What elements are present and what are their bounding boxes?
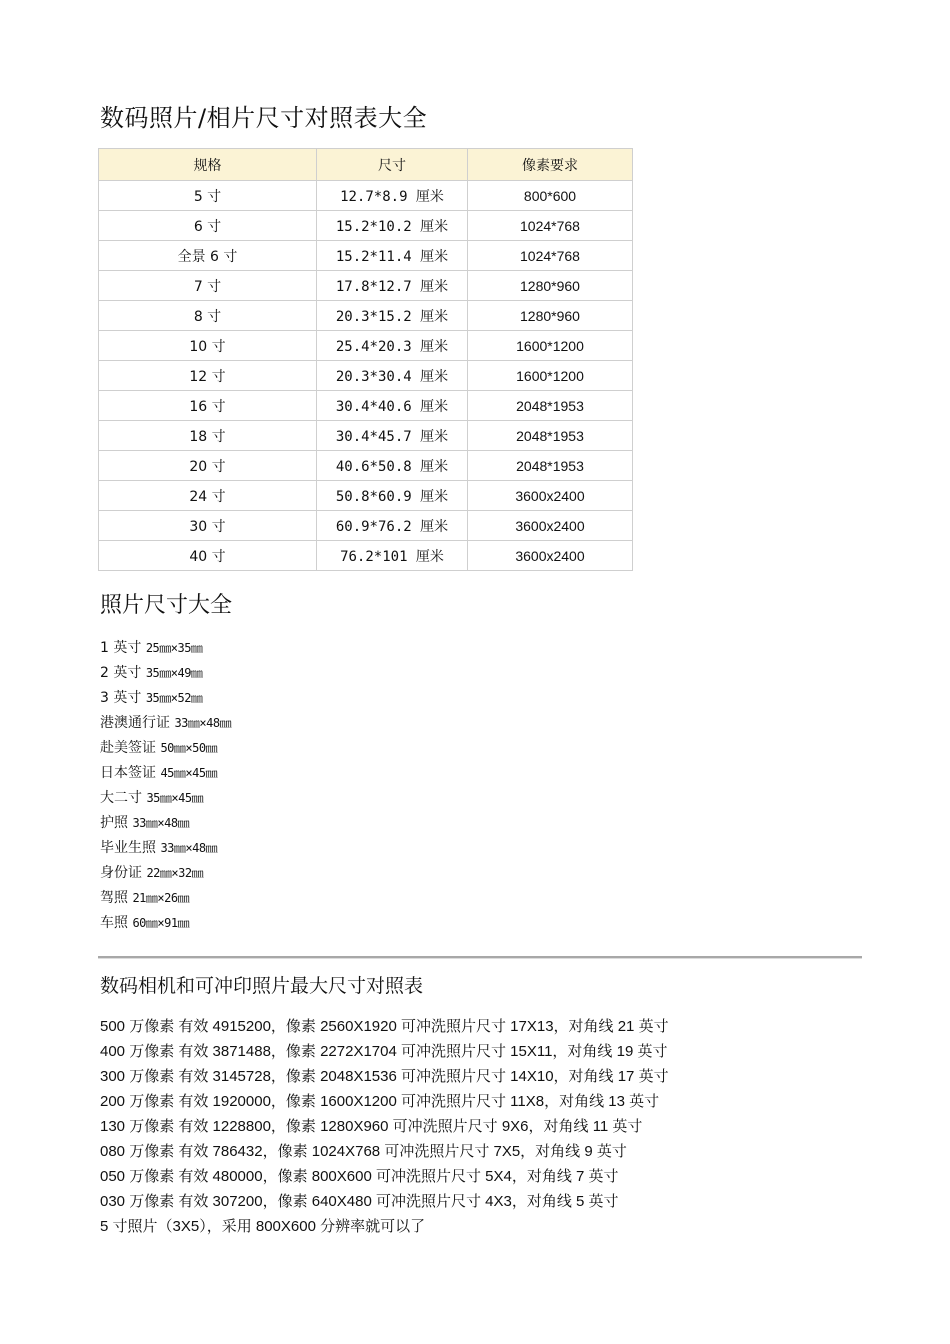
list-item [100,686,231,711]
list-item [100,886,231,911]
table-row [99,391,633,421]
table-row [99,541,633,571]
list-item: 300 万像素 有效 3145728，像素 2048X1536 可冲洗照片尺寸 14X10，对角线 17 英寸 [100,1068,669,1085]
list-item [100,811,231,836]
cell-pixels: 3600x2400 [468,481,633,511]
table-row [99,511,633,541]
list-item: 200 万像素 有效 1920000，像素 1600X1200 可冲洗照片尺寸 11X8，对角线 13 英寸 [100,1093,660,1110]
cell-pixels: 1600*1200 [468,361,633,391]
photo-type-name: 赴美签证 [100,740,156,756]
cell-size: 30.4*40.6 厘米 [317,391,468,421]
photo-type-name: 日本签证 [100,765,156,781]
cell-spec: 16 寸 [99,391,317,421]
section-title-photo-sizes: 照片尺寸大全 [100,593,233,618]
table-row [99,211,633,241]
photo-dimension: 35㎜×49㎜ [145,666,203,680]
section-title-camera: 数码相机和可冲印照片最大尺寸对照表 [100,975,424,997]
photo-dimension: 50㎜×50㎜ [160,741,218,755]
photo-dimension: 33㎜×48㎜ [132,816,190,830]
column-header-size: 尺寸 [317,149,468,181]
list-item [100,786,231,811]
cell-pixels: 1600*1200 [468,331,633,361]
list-item: 130 万像素 有效 1228800，像素 1280X960 可冲洗照片尺寸 9X6，对角线 11 英寸 [100,1118,643,1135]
list-item: 5 寸照片（3X5），采用 800X600 分辨率就可以了 [100,1218,426,1235]
photo-dimension: 21㎜×26㎜ [132,891,190,905]
cell-spec: 20 寸 [99,451,317,481]
table-row [99,421,633,451]
list-item [100,761,231,786]
photo-dimension: 45㎜×45㎜ [160,766,218,780]
cell-size: 20.3*30.4 厘米 [317,361,468,391]
cell-size: 76.2*101 厘米 [317,541,468,571]
cell-pixels: 3600x2400 [468,511,633,541]
cell-spec: 全景 6 寸 [99,241,317,271]
photo-type-name: 港澳通行证 [100,715,170,731]
cell-spec: 8 寸 [99,301,317,331]
cell-spec: 12 寸 [99,361,317,391]
list-item [100,736,231,761]
cell-pixels: 1280*960 [468,301,633,331]
cell-size: 15.2*11.4 厘米 [317,241,468,271]
table-header-row [99,149,633,181]
photo-dimension: 25㎜×35㎜ [145,641,203,655]
cell-pixels: 2048*1953 [468,451,633,481]
photo-size-list [100,636,231,936]
list-item: 050 万像素 有效 480000，像素 800X600 可冲洗照片尺寸 5X4，对角线 7 英寸 [100,1168,619,1185]
cell-spec: 24 寸 [99,481,317,511]
cell-pixels: 800*600 [468,181,633,211]
photo-type-name: 大二寸 [100,790,142,806]
list-item [100,711,231,736]
photo-type-name: 驾照 [100,890,128,906]
list-item [100,636,231,661]
photo-type-name: 1 英寸 [100,640,142,656]
photo-type-name: 3 英寸 [100,690,142,706]
table-row [99,301,633,331]
photo-type-name: 2 英寸 [100,665,142,681]
cell-size: 25.4*20.3 厘米 [317,331,468,361]
cell-size: 50.8*60.9 厘米 [317,481,468,511]
photo-dimension: 33㎜×48㎜ [160,841,218,855]
cell-pixels: 2048*1953 [468,391,633,421]
list-item [100,861,231,886]
photo-dimension: 35㎜×52㎜ [145,691,203,705]
cell-spec: 18 寸 [99,421,317,451]
list-item: 400 万像素 有效 3871488，像素 2272X1704 可冲洗照片尺寸 15X11，对角线 19 英寸 [100,1043,668,1060]
cell-size: 40.6*50.8 厘米 [317,451,468,481]
cell-spec: 30 寸 [99,511,317,541]
page-title: 数码照片/相片尺寸对照表大全 [100,104,428,132]
list-item [100,911,231,936]
cell-pixels: 1024*768 [468,241,633,271]
photo-type-name: 身份证 [100,865,142,881]
cell-pixels: 1280*960 [468,271,633,301]
photo-dimension: 33㎜×48㎜ [174,716,232,730]
table-row [99,361,633,391]
table-row [99,331,633,361]
table-row [99,271,633,301]
cell-spec: 7 寸 [99,271,317,301]
list-item [100,836,231,861]
column-header-spec: 规格 [99,149,317,181]
table-row [99,451,633,481]
photo-size-table [98,148,633,571]
list-item: 500 万像素 有效 4915200，像素 2560X1920 可冲洗照片尺寸 17X13，对角线 21 英寸 [100,1018,669,1035]
photo-dimension: 22㎜×32㎜ [146,866,204,880]
photo-type-name: 毕业生照 [100,840,156,856]
cell-spec: 40 寸 [99,541,317,571]
camera-print-list [100,1014,669,1239]
photo-type-name: 车照 [100,915,128,931]
cell-spec: 10 寸 [99,331,317,361]
cell-size: 12.7*8.9 厘米 [317,181,468,211]
cell-spec: 5 寸 [99,181,317,211]
table-row [99,241,633,271]
photo-dimension: 60㎜×91㎜ [132,916,190,930]
list-item: 080 万像素 有效 786432，像素 1024X768 可冲洗照片尺寸 7X5，对角线 9 英寸 [100,1143,627,1160]
list-item: 030 万像素 有效 307200，像素 640X480 可冲洗照片尺寸 4X3，对角线 5 英寸 [100,1193,619,1210]
cell-size: 60.9*76.2 厘米 [317,511,468,541]
table-row [99,481,633,511]
cell-size: 15.2*10.2 厘米 [317,211,468,241]
photo-dimension: 35㎜×45㎜ [146,791,204,805]
cell-size: 30.4*45.7 厘米 [317,421,468,451]
cell-size: 17.8*12.7 厘米 [317,271,468,301]
cell-pixels: 3600x2400 [468,541,633,571]
table-row [99,181,633,211]
cell-size: 20.3*15.2 厘米 [317,301,468,331]
photo-type-name: 护照 [100,815,128,831]
cell-pixels: 1024*768 [468,211,633,241]
cell-spec: 6 寸 [99,211,317,241]
list-item [100,661,231,686]
section-divider [98,956,862,959]
column-header-pixels: 像素要求 [468,149,633,181]
cell-pixels: 2048*1953 [468,421,633,451]
